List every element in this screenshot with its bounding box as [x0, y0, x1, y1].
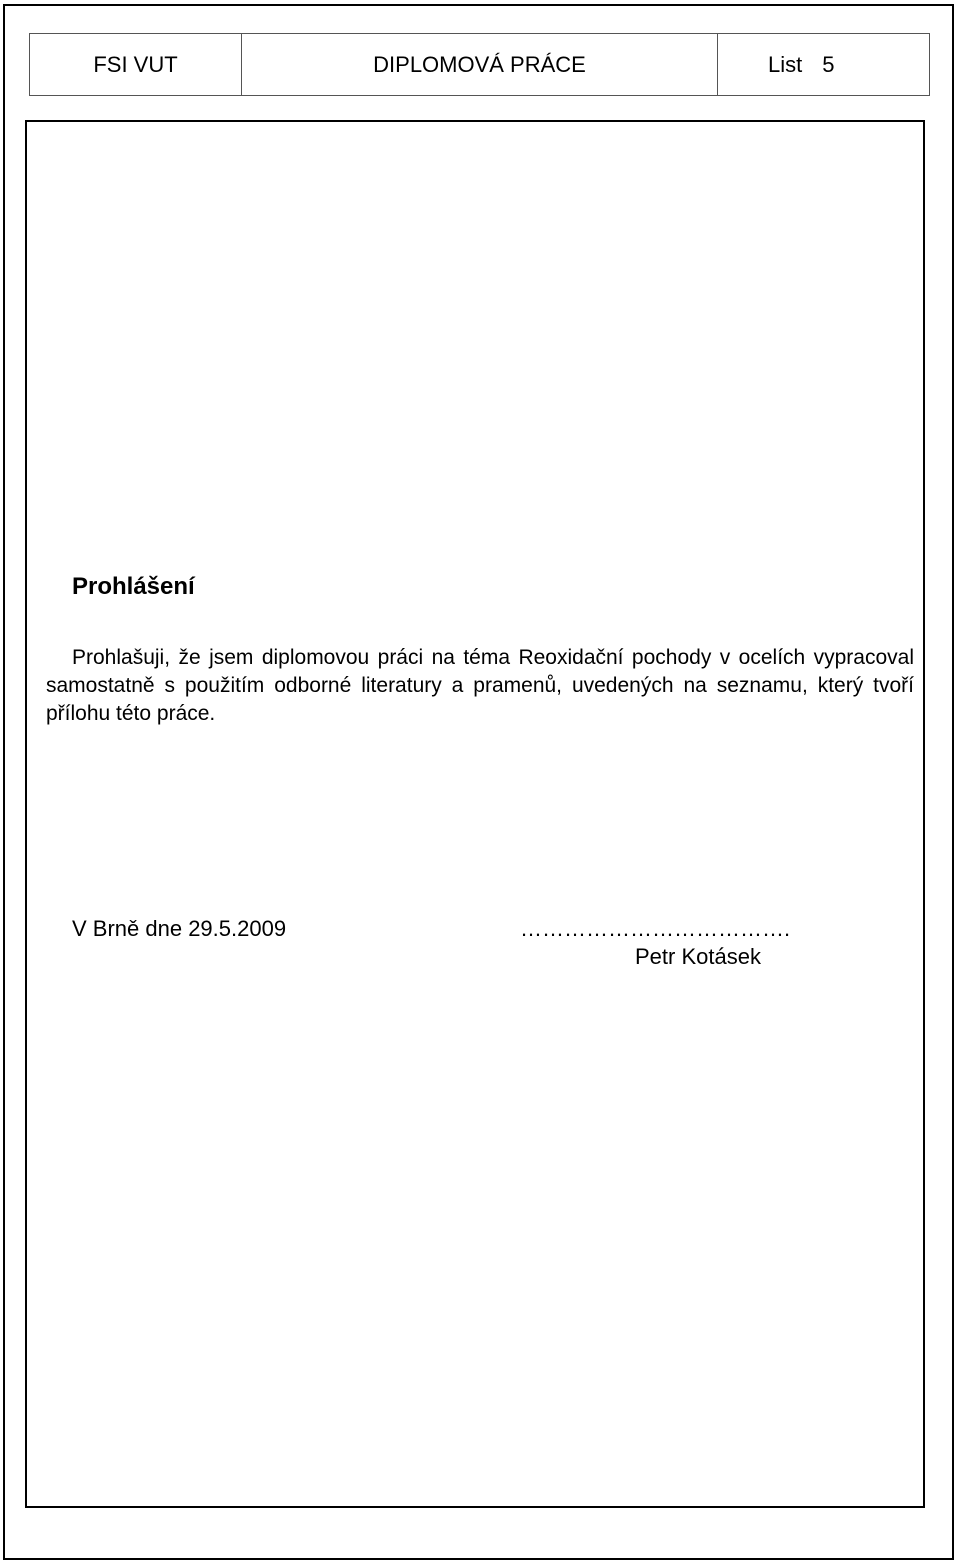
header-faculty: FSI VUT	[30, 34, 242, 95]
header-sheet	[718, 34, 929, 95]
place-date: V Brně dne 29.5.2009	[72, 916, 287, 941]
declaration-title: Prohlášení	[72, 573, 195, 600]
sheet-number: 5	[822, 51, 835, 77]
page-header	[29, 33, 930, 96]
content-frame	[25, 120, 925, 1508]
sheet-label: List	[768, 51, 803, 77]
signature-line: ……………………………….	[520, 916, 791, 941]
header-doc-type: DIPLOMOVÁ PRÁCE	[242, 34, 718, 95]
signature-name: Petr Kotásek	[635, 944, 761, 969]
declaration-text: Prohlašuji, že jsem diplomovou práci na téma Reoxidační pochody v ocelích vypracoval samostatně s použitím odborné literatury a pramenů, uvedených na seznamu, který tvoří přílohu této práce.	[46, 646, 914, 725]
